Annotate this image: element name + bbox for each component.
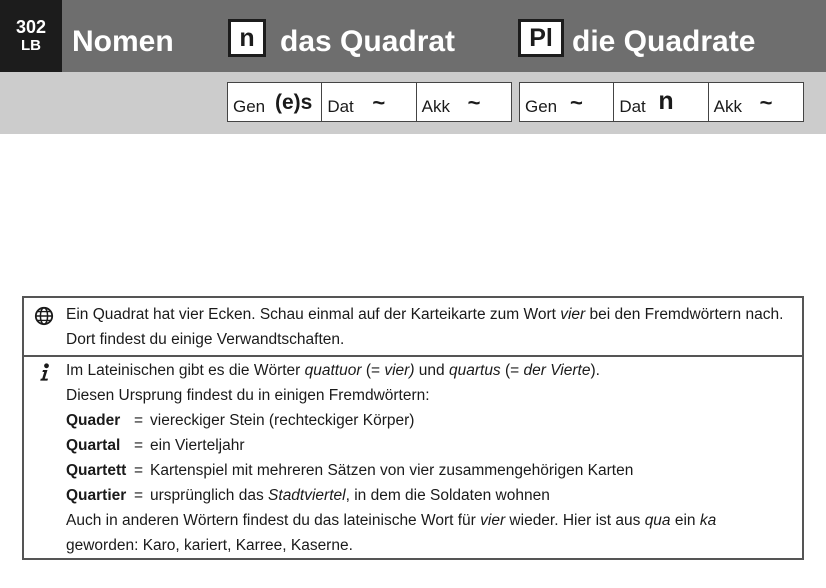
case-ending: ~ [467,90,481,115]
last-line-2: geworden: Karo, kariert, Karree, Kaserne. [66,537,353,554]
term-row-quartal: Quartal = ein Vierteljahr [66,433,245,458]
case-cell-gen [520,83,614,121]
plural-case-table [519,82,804,122]
plural-box: Pl [518,19,564,57]
page-number: 302 [15,17,47,37]
globe-icon [34,306,54,326]
case-label: Akk [713,97,742,116]
case-cell-dat [322,83,416,121]
word-class-title: Nomen [72,25,174,58]
page-header [0,0,826,72]
case-ending: ~ [759,90,773,115]
term-row-quartett: Quartett = Kartenspiel mit mehreren Sätzen von vier zusammengehörigen Karten [66,458,633,483]
case-label: Dat [327,97,354,116]
case-cell-gen [228,83,322,121]
singular-case-table [227,82,512,122]
case-cell-akk [709,83,803,121]
info-box [22,296,804,560]
page-code: LB [21,37,41,54]
term-definition: Kartenspiel mit mehreren Sätzen von vier zusammengehörigen Karten [150,462,634,479]
case-label: Gen [233,97,266,116]
info-line-2: Diesen Ursprung findest du in einigen Fremdwörtern: [66,387,430,404]
last-line-1: Auch in anderen Wörtern findest du das lateinische Wort für vier wieder. Hier ist aus qua ein ka [66,512,717,529]
singular-gender-box: n [228,19,266,57]
case-ending: ~ [570,90,583,115]
info-line-1: Im Lateinischen gibt es die Wörter quattuor (= vier) und quartus (= der Vierte). [66,362,600,379]
box-divider [24,355,802,357]
case-label: Akk [421,97,450,116]
case-cell-dat [614,83,708,121]
case-ending: ~ [372,90,386,115]
term-definition: viereckiger Stein (rechteckiger Körper) [150,412,415,429]
case-ending: n [658,87,674,115]
term: Quartal [66,437,121,454]
term: Quader [66,412,121,429]
term-definition: ein Vierteljahr [150,437,245,454]
term: Quartett [66,462,127,479]
page-badge [0,0,62,72]
case-label: Dat [619,97,646,116]
globe-line-2: Dort findest du einige Verwandtschaften. [66,331,345,348]
term-row-quader: Quader = viereckiger Stein (rechteckiger Körper) [66,408,414,433]
case-cell-akk [417,83,511,121]
globe-line-1: Ein Quadrat hat vier Ecken. Schau einmal auf der Karteikarte zum Wort vier bei den Fremdwörtern nach. [66,306,784,323]
term-row-quartier: Quartier = ursprünglich das Stadtviertel, in dem die Soldaten wohnen [66,483,550,508]
plural-word: die Quadrate [572,25,756,58]
case-ending: (e)s [275,91,313,114]
case-label: Gen [525,97,558,116]
term: Quartier [66,487,127,504]
singular-word: das Quadrat [280,25,456,58]
info-icon [34,362,54,382]
